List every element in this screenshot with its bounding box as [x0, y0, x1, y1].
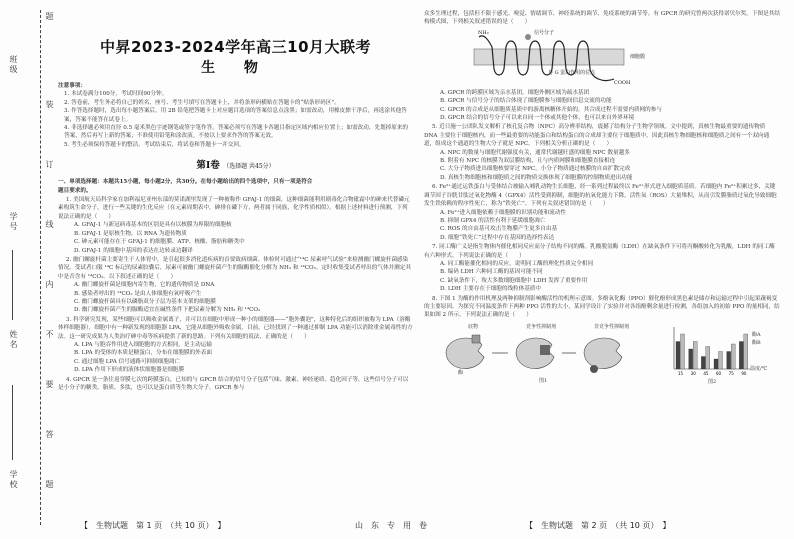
bar-a [676, 341, 680, 369]
instructions-heading: 注意事项： [58, 83, 86, 89]
figure-2-bar-chart [664, 323, 774, 385]
option-d[interactable]: D. 真核生物细胞核和细胞质之间的物质交换体现了细胞膜的控制物质进出功能 [440, 174, 633, 181]
membrane-band [474, 49, 624, 65]
option-a[interactable]: A. NPC 的数量与细胞代谢强度有关，通常代谢越旺盛的细胞 NPC 数量越多 [440, 149, 630, 156]
question-1 [58, 196, 413, 255]
question-2 [58, 256, 413, 315]
competitive-inhibitor-label: 竞争性抑制剂 [526, 323, 557, 330]
left-column [58, 10, 413, 392]
x-axis-label: 温度/℃ [750, 365, 768, 372]
enzyme-label: 酶 [458, 369, 464, 376]
x-tick-label: 15 [678, 370, 684, 376]
option-c[interactable]: C. 通过细胞 LPA 信号通路可抑制细胞凋亡 [74, 358, 181, 365]
question-stem: 4. GPCR 是一条往返穿膜七次的跨膜蛋白，已知的与 GPCR 结合的信号分子包括气味、激素、神经递质、趋化因子等，这些信号分子可以是小分子的糖类、脂质、多肽，也可以是蛋白质等生物大分子。GPCR 参与 [58, 376, 409, 391]
bar-a [701, 356, 705, 369]
option-b[interactable]: B. 附着有 NPC 的核膜为双层膜结构，且与内质网膜和细胞膜直接相连 [440, 158, 616, 165]
instruction-item: 2. 答卷前，考生务必将自己的姓名、座号、考生号填写在答题卡上，并将条形码横贴在答题卡的“贴条形码区”。 [64, 99, 340, 106]
option-c[interactable]: C. GPCR 的合成是从细胞质基质中的游离核糖体开始的，其合成过程不需要内质网的参与 [440, 106, 662, 113]
school-field[interactable] [12, 385, 13, 460]
question-8 [424, 295, 780, 320]
c-terminus-label: COOH [614, 79, 631, 86]
school-label: 学校 [9, 470, 18, 490]
instruction-item: 4. 非选择题必须用直径 0.5 毫米黑色字迹钢笔或签字笔作答。答案必须写在答题卡各题目指定区域内相应位置上；如需改动，先划掉原来的答案，然后再写上新的答案；不准使用铅笔和涂改液。不按以上要求作答的答案无效。 [64, 125, 409, 140]
section-note: （选择题 共45分） [223, 163, 275, 171]
right-column [424, 10, 780, 387]
option-c[interactable]: C. 大分子物质进出细胞核要穿过 NPC，小分子物质通过核膜的自由扩散完成 [440, 166, 631, 173]
substrate-label: 底物 [468, 323, 479, 330]
bar-a [739, 341, 743, 369]
student-id-label: 学号 [9, 212, 18, 232]
section-title: 第Ⅰ卷 [196, 160, 220, 172]
signal-molecule [525, 34, 531, 40]
x-tick-label: 30 [690, 370, 696, 376]
instructions [58, 82, 413, 149]
question-stem: 8. 下图 1 为酶的作用机理及两种抑制剂影响酶活性的机理示意图。多酚氧化酶（PPO）催化酚形成黑色素是储存和运输过程中引起果蔬褐变的主要原因。为探究不同温度条件下两种 PPO 活性的大小，某同学设计了实验并对各组酚剩余量进行检测，各组加入的初始 PPO 的量相同，结果如图 2 所示。下列说法正确的是（ ） [424, 295, 780, 319]
option-a[interactable]: A. GPCR 的跨膜区域为亲水基团，细胞外侧区域为疏水基团 [440, 89, 590, 96]
section-intro-line: 题目要求的。 [58, 187, 92, 194]
bar-a [727, 351, 731, 369]
x-tick-label: 75 [728, 370, 734, 376]
n-terminus-label: NH₂ [478, 29, 489, 36]
option-b[interactable]: B. LPA 的受体的本质是糖蛋白，分布在细胞膜的外表面 [74, 350, 212, 357]
enzyme-shape-3 [584, 338, 622, 369]
signal-label: 信号分子 [534, 29, 555, 36]
footer-page-2: 【 生物试题 第 2 页 （共 10 页） 】 [525, 521, 671, 530]
option-b[interactable]: B. 抑制 GPX4 的活性有利于延缓细胞凋亡 [440, 217, 546, 224]
question-3 [58, 316, 413, 375]
noncompetitive-inhibitor-shape [590, 365, 598, 373]
seal-char: 内 [45, 280, 54, 290]
instruction-item: 1. 本试卷满分100分，考试时间90分钟。 [64, 91, 168, 98]
question-stem: 5. 近日施一公团队发文解析了核孔复合物（NPC）高分辨率结构，震撼了结构分子生物学领域。文中提到，真核生物最重要的遗传物质 DNA 主要位于细胞核内，而一些最重要的功能蛋白和结构蛋白的合成却主要位于细胞质中，因此真核生物细胞核和细胞质之间有一个双向通道，组成这个通道的生物大分子就是 NPC。下列相关分析正确的是（ ） [424, 124, 770, 148]
option-a[interactable]: A. Fe²⁺进入细胞依赖于细胞膜的识别功能和流动性 [440, 209, 566, 216]
binding-dashed-line [40, 10, 41, 525]
bar-b [744, 334, 748, 369]
bar-a [689, 349, 693, 369]
option-d[interactable]: D. 细胞“铁死亡”过程中存在基因的选择性表达 [440, 234, 555, 241]
top-mark: 题 [45, 12, 54, 22]
substrate-shape [472, 335, 480, 343]
x-tick-label: 60 [716, 370, 722, 376]
option-a[interactable]: A. 幽门螺旋杆菌是细胞内寄生物，它的遗传物质是 DNA [74, 282, 215, 289]
option-c[interactable]: C. 砷元素可能存在于 GFAJ-1 的细胞膜、ATP、核酸、脂肪和糖类中 [74, 239, 245, 246]
noncompetitive-inhibitor-label: 非竞争性抑制剂 [594, 323, 630, 330]
question-4 [58, 376, 413, 393]
option-d[interactable]: D. LDH 主要存在于细胞的线粒体基质中 [440, 286, 542, 293]
question-6 [424, 183, 780, 242]
question-4-options [424, 89, 780, 123]
name-label: 姓名 [9, 330, 18, 350]
option-d[interactable]: D. 幽门螺旋杆菌产生的脲酶适宜在碱性条件下把尿素分解为 NH₃ 和 ¹⁴CO₂ [74, 307, 261, 314]
exam-title: 中昇2023-2024学年高三10月大联考 [99, 38, 372, 56]
bar-a [714, 359, 718, 369]
g-protein-site-label: 与 G 蛋白作用的位点 [548, 69, 596, 76]
class-label: 班级 [9, 55, 18, 75]
bar-b [693, 341, 697, 369]
subject-title: 生 物 [201, 60, 270, 76]
legend-a: 酶A [752, 331, 761, 338]
bar-b [706, 346, 710, 369]
question-stem: 6. Fe²⁺通过运铁蛋白与受体结合被输入哺乳动物生长细胞，经一系列过程最终以 Fe²⁺形式进入细胞质基质。若细胞内 Fe²⁺积累过多，关键调节因子谷胱甘肽过氧化物酶 4（GPX4）活性受到抑制，细胞的抗氧化能力下降，活性氧（ROS）大量堆积，从而引发膜脂质过氧化导致细胞发生铁依赖的程序性死亡，称为“铁死亡”。下列有关叙述错误的是（ ） [424, 184, 777, 208]
option-c[interactable]: C. 幽门螺旋杆菌具有以磷脂双分子层为基本支架的细胞膜 [74, 298, 216, 305]
seal-char: 要 [45, 380, 54, 390]
question-4-continued: 众多生理过程，包括但不限于感光、嗅觉、情绪调节、神经系统的调节、免疫系统的调节等。有 GPCR 的研究曾两次获得诺贝尔奖。下图是其结构模式图，下列相关叙述错误的是（ ） [424, 11, 780, 26]
question-5 [424, 123, 780, 182]
question-stem: 3. 科学研究发现，某些细胞可以吸收金属离子，并可以在细胞中形成一种小的细胞器——“胞外囊泡”，这种特化后的组织被称为 LPA（溶酶体样细胞器），细胞中有一种新发现的细胞器 LPA，它能从细胞外吸收金属，目前，已经找到了一种通过抑制 LPA 功能可以消除重金属毒性的方法。这一研究成果为人类治疗砷中毒等疾病提供了新的思路。下列有关细胞的说法，正确的是（ ） [58, 316, 413, 340]
question-7 [424, 243, 780, 293]
option-a[interactable]: A. GFAJ-1 与新冠病毒基本的区别是具有以核膜为界限的细胞核 [74, 222, 232, 229]
instruction-item: 3. 作答选择题时，选出每小题答案后，用 2B 铅笔把答题卡上对应题目选项的答案信息点涂黑；如需改动，用橡皮擦干净后，再选涂其他答案，答案不能答在试卷上。 [64, 108, 407, 123]
name-field[interactable] [12, 250, 13, 320]
question-stem: 1. 美国航天局科学家在加利福尼亚州东部的莫诺湖里发现了一种被称作 GFAJ-1 的细菌，这种细菌能利用剧毒化合物砒霜中的砷来代替磷元素构筑生命分子，进行一些关键的生化反应（在元素周期表中，砷排在磷下方，两者属于同族，化学性质相似）。根据上述材料进行预测，下列说法正确的是（ ） [58, 197, 410, 220]
seal-char: 装 [45, 100, 54, 110]
question-stem: 2. 幽门螺旋杆菌主要寄生于人体胃中，是引起很多消化道疾病的首要致病细菌。体检时可通过“¹⁴C 尿素呼气试验”来检测幽门螺旋杆菌感染情况。受试者口服 ¹⁴C 标记的尿素胶囊后，尿素可被幽门螺旋杆菌产生的脲酶催化分解为 NH₃ 和 ¹⁴CO₂。定时收集受试者呼出的气体并测定其中是否含有 ¹⁴CO₂。以下叙述正确的是（ ） [58, 256, 411, 280]
figure-1-caption: 图1 [539, 377, 548, 384]
binding-margin [0, 0, 58, 539]
question-stem: 7. 同工酶广义是指生物体内催化相同反应而分子结构不同的酶。乳酸脱氢酶（LDH）在缺氧条件下可将丙酮酸转化为乳酸，LDH 的同工酶有六种形式。下列说法正确的是（ ） [424, 244, 775, 259]
option-d[interactable]: D. GFAJ-1 的细胞中基因的表达在边转录边翻译 [74, 247, 193, 254]
option-a[interactable]: A. 同工酶能催化相同的反应，说明同工酶的理化性质完全相同 [440, 260, 594, 267]
option-b[interactable]: B. GFAJ-1 是原核生物，以 RNA 为遗传物质 [74, 230, 187, 237]
question-8-figures [424, 323, 780, 387]
option-d[interactable]: D. GPCR 结合的信号分子可以来自同一个体或其他个体，也可以来自外界环境 [440, 115, 635, 122]
section-heading [58, 159, 413, 174]
bar-b [731, 344, 735, 369]
bar-b [681, 334, 685, 369]
bar-b [719, 351, 723, 369]
option-c[interactable]: C. 缺氧条件下，羧大多数细胞细胞中 LDH 发挥了重要作用 [440, 277, 588, 284]
option-b[interactable]: B. 编码 LDH 六种同工酶的基因可能不同 [440, 269, 543, 276]
option-c[interactable]: C. ROS 的自由基可攻击生物膜产生更多自由基 [440, 226, 558, 233]
legend-b: 酶B [752, 339, 761, 346]
seal-char: 不 [45, 330, 54, 340]
seal-char: 线 [45, 220, 54, 230]
gpcr-structure-diagram [464, 29, 664, 87]
membrane-label: 细胞膜 [630, 53, 646, 60]
x-tick-label: 90 [741, 370, 747, 376]
footer-middle: 山 东 专 用 卷 [355, 521, 427, 530]
option-b[interactable]: B. 感染者呼出的 ¹⁴CO₂ 是由人体细胞有氧呼吸产生 [74, 290, 202, 297]
seal-char: 答 [45, 430, 54, 440]
figure-1-svg [434, 323, 654, 383]
figure-1-enzyme-mechanism [434, 323, 654, 383]
section-intro [58, 178, 413, 195]
option-d[interactable]: D. LPA 作用下形成的液体状细胞器是细胞膜 [74, 367, 185, 374]
figure-2-caption: 图2 [708, 378, 717, 385]
competitive-inhibitor-shape [540, 345, 550, 355]
x-tick-label: 45 [703, 370, 709, 376]
option-a[interactable]: A. LPA 与胞吞作用进入细胞胞的方式相同，是主动运输 [74, 341, 212, 348]
seal-char: 题 [45, 480, 54, 490]
section-intro-line: 一、单项选择题：本题共15小题，每小题2分，共30分。在每小题给出的四个选项中，只有一项是符合 [58, 179, 313, 186]
option-b[interactable]: B. GPCR 与信号分子的结合体现了细胞膜参与细胞间信息交流的功能 [440, 98, 612, 105]
seal-char: 订 [45, 160, 54, 170]
instruction-item: 5. 考生必须保持答题卡的整洁。考试结束后，将试卷和答题卡一并交回。 [64, 141, 245, 148]
footer-page-1: 【 生物试题 第 1 页 （共 10 页） 】 [80, 521, 226, 530]
